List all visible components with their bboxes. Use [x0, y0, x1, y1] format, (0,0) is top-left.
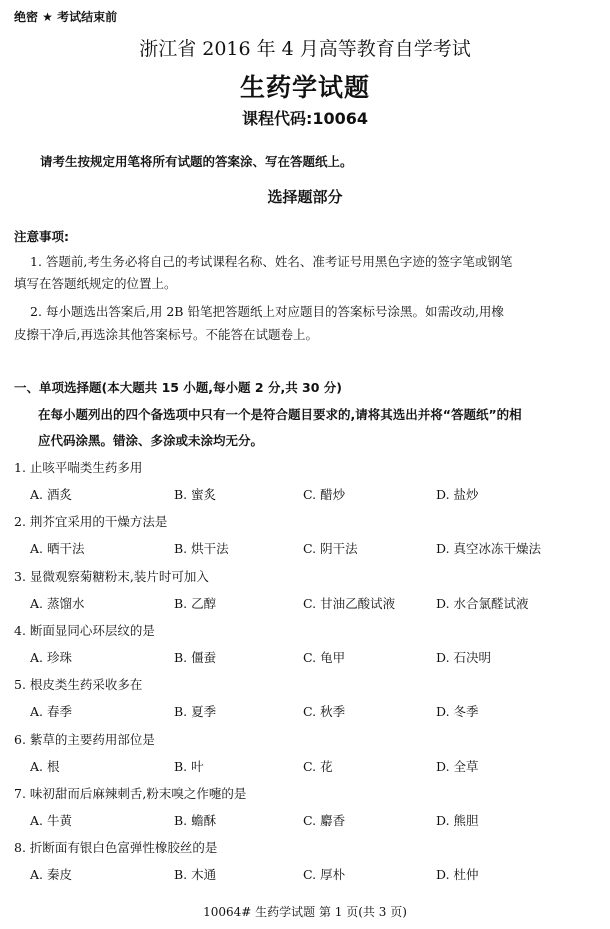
question-stem: 8. 折断面有银白色富弹性橡胶丝的是	[14, 840, 218, 856]
question-option-c: C. 麝香	[303, 812, 346, 828]
question-option-d: D. 熊胆	[436, 812, 479, 828]
question-stem: 1. 止咳平喘类生药多用	[14, 460, 143, 475]
section-heading: 一、单项选择题(本大题共 15 小题,每小题 2 分,共 30 分)	[14, 380, 343, 395]
question-stem: 2. 荆芥宜采用的干燥方法是	[14, 514, 168, 530]
question-option-b: B. 乙醇	[174, 595, 217, 611]
question-stem: 6. 紫草的主要药用部位是	[14, 731, 155, 747]
question-option-c: C. 甘油乙酸试液	[303, 595, 396, 611]
subject-title: 生药学试题	[239, 73, 370, 102]
notes-heading: 注意事项:	[14, 229, 69, 244]
question-option-c: C. 醋炒	[303, 487, 346, 502]
question-option-b: B. 蜜炙	[174, 487, 217, 502]
answer-instruction: 请考生按规定用笔将所有试题的答案涂、写在答题纸上。	[40, 154, 353, 169]
course-code: 课程代码:10064	[241, 109, 369, 128]
question-option-b: B. 僵蚕	[174, 649, 217, 665]
page-footer: 10064# 生药学试题 第 1 页(共 3 页)	[203, 905, 407, 919]
question-stem: 5. 根皮类生药采收多在	[14, 677, 143, 693]
section-desc-line-2: 应代码涂黑。错涂、多涂或未涂均无分。	[38, 433, 264, 448]
question-option-a: A. 酒炙	[30, 487, 72, 502]
question-stem: 4. 断面显同心环层纹的是	[14, 622, 155, 638]
question-option-c: C. 龟甲	[303, 649, 346, 665]
question-option-c: C. 花	[303, 758, 333, 774]
question-option-c: C. 厚朴	[303, 867, 346, 883]
note-2-line-1: 2. 每小题选出答案后,用 2B 铅笔把答题纸上对应题目的答案标号涂黑。如需改动,用橡	[30, 304, 504, 319]
question-option-b: B. 叶	[174, 758, 204, 774]
question-option-a: A. 牛黄	[30, 812, 72, 828]
question-option-d: D. 真空冰冻干燥法	[436, 541, 542, 557]
question-option-a: A. 珍珠	[30, 649, 72, 665]
note-1-line-1: 1. 答题前,考生务必将自己的考试课程名称、姓名、准考证号用黑色字迹的签字笔或钢笔	[30, 254, 513, 269]
note-2-line-2: 皮擦干净后,再选涂其他答案标号。不能答在试题卷上。	[14, 327, 318, 342]
question-option-d: D. 水合氯醛试液	[436, 595, 529, 611]
question-option-a: A. 春季	[30, 704, 72, 720]
question-option-a: A. 根	[30, 758, 60, 774]
question-option-c: C. 阴干法	[303, 541, 358, 557]
question-option-a: A. 晒干法	[30, 541, 85, 557]
question-option-b: B. 烘干法	[174, 541, 229, 557]
question-option-d: D. 杜仲	[436, 867, 479, 883]
part-title: 选择题部分	[267, 188, 343, 206]
question-option-d: D. 石决明	[436, 649, 492, 665]
section-desc-line-1: 在每小题列出的四个备选项中只有一个是符合题目要求的,请将其选出并将“答题纸”的相	[38, 407, 522, 422]
question-option-b: B. 木通	[174, 867, 217, 883]
note-1-line-2: 填写在答题纸规定的位置上。	[14, 276, 177, 291]
question-stem: 7. 味初甜而后麻辣刺舌,粉末嗅之作嚏的是	[14, 785, 247, 801]
question-option-a: A. 秦皮	[30, 867, 72, 883]
question-option-a: A. 蒸馏水	[30, 595, 85, 611]
question-stem: 3. 显微观察菊糖粉末,装片时可加入	[14, 568, 209, 584]
question-option-b: B. 蟾酥	[174, 812, 217, 828]
question-option-d: D. 冬季	[436, 704, 479, 720]
confidential-label: 绝密 ★ 考试结束前	[14, 10, 118, 24]
question-option-c: C. 秋季	[303, 704, 346, 720]
exam-title: 浙江省 2016 年 4 月高等教育自学考试	[139, 38, 471, 60]
question-option-d: D. 全草	[436, 758, 479, 774]
question-option-d: D. 盐炒	[436, 487, 479, 502]
question-option-b: B. 夏季	[174, 704, 217, 720]
